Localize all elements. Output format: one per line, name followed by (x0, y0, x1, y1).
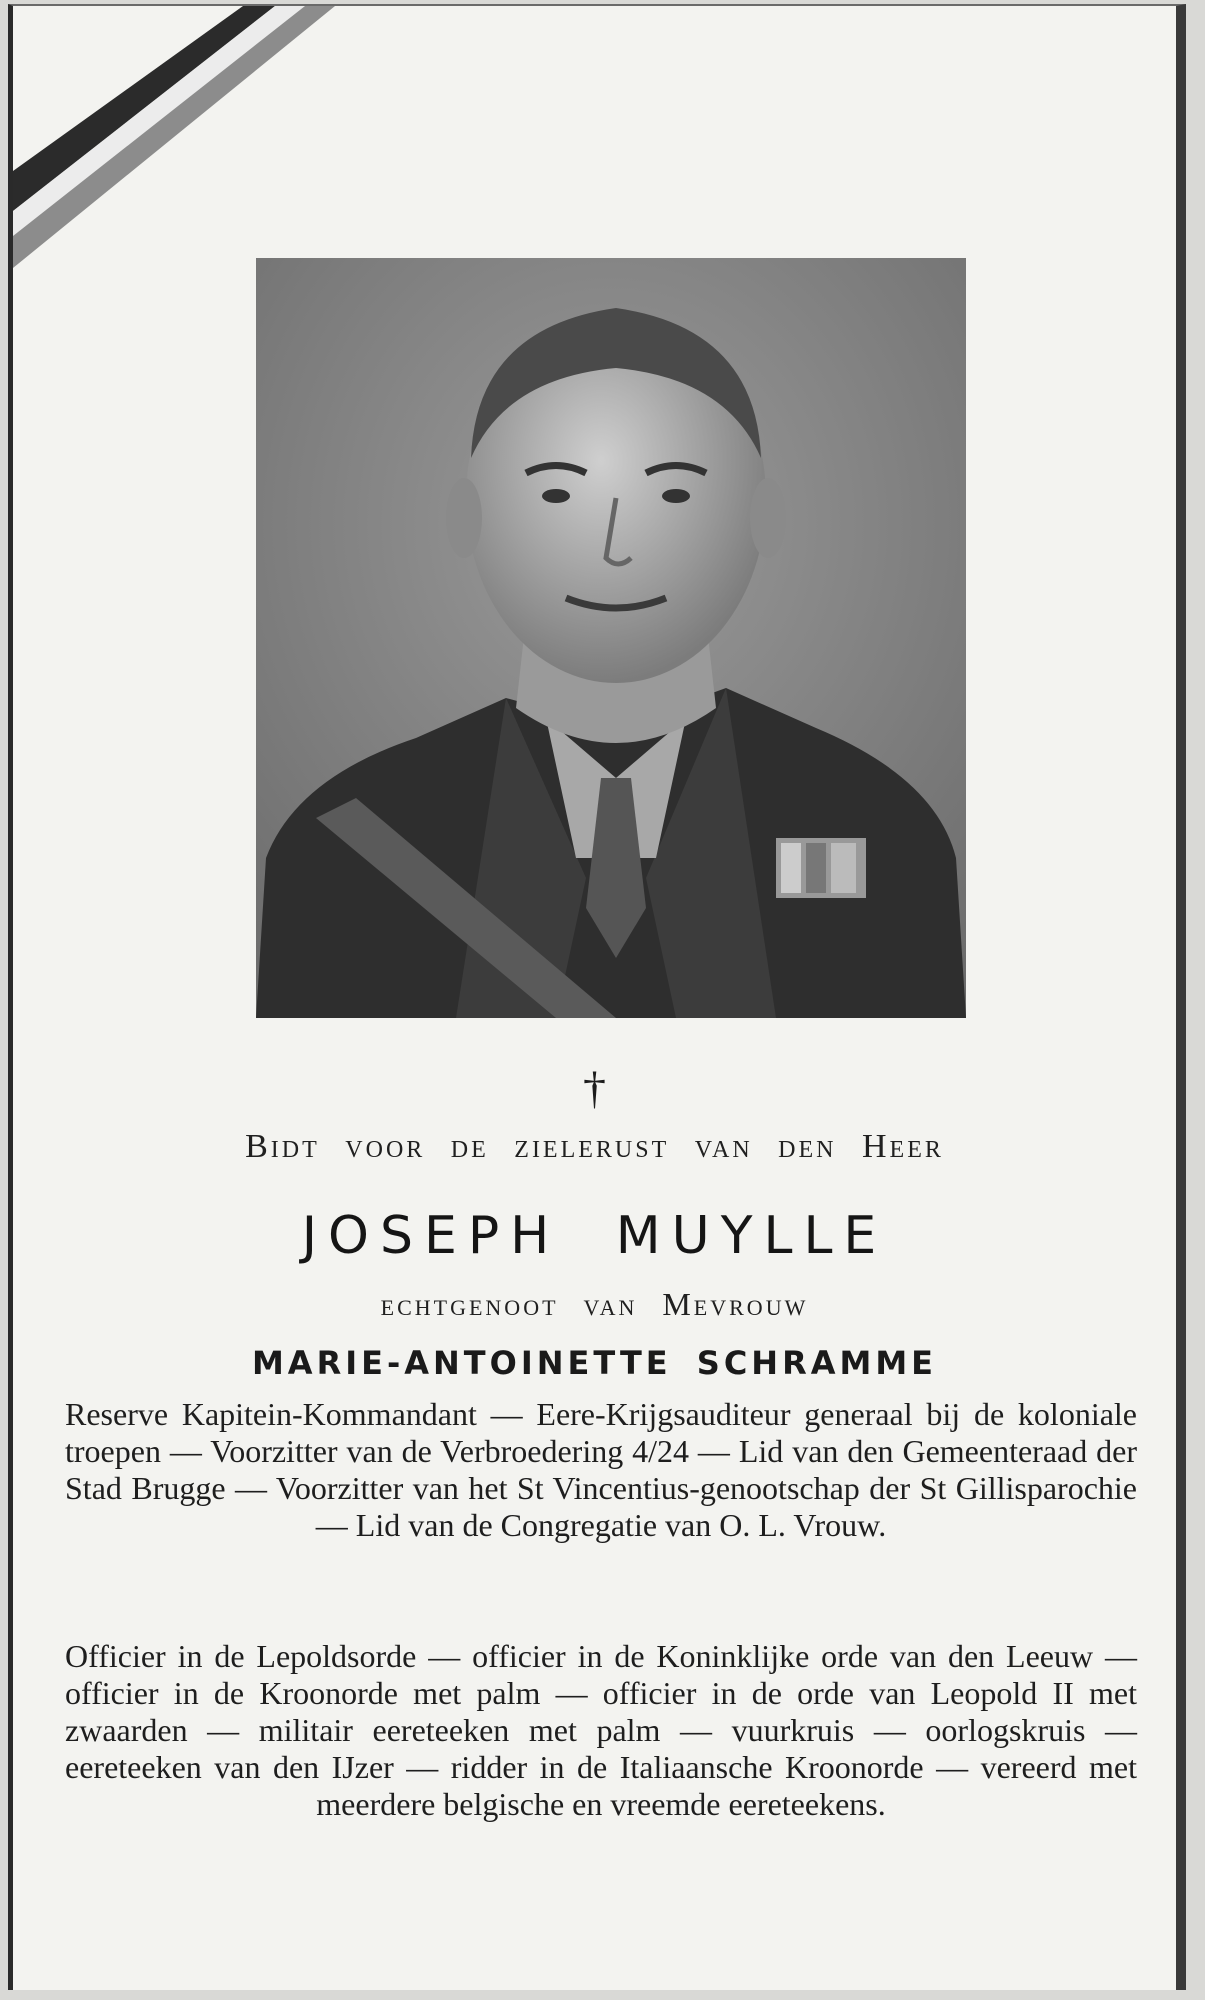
prayer-line: Bidt voor de zielerust van den Heer (245, 1128, 944, 1165)
honours-paragraph: Officier in de Lepoldsorde — officier in de Koninklijke orde van den Leeuw — officier in de Kroonorde met palm — officier in de orde van Leopold II met zwaarden — militair eereteeken met palm — vuurkruis — oorlogskruis — eereteeken van den IJzer — ridder in de Italiaansche Kroonorde — vereerd met meerdere belgische en vreemde eereteekens. (65, 1638, 1137, 1822)
memorial-card (8, 4, 1186, 1990)
deceased-name: JOSEPH MUYLLE (301, 1206, 888, 1266)
cross-icon: † (583, 1062, 606, 1113)
functions-paragraph: Reserve Kapitein-Kommandant — Eere-Krijgsauditeur generaal bij de koloniale troepen — Voorzitter van de Verbroedering 4/24 — Lid van den Gemeenteraad der Stad Brugge — Voorzitter van het St Vincentius-genootschap der St Gillisparochie — Lid van de Congregatie van O. L. Vrouw. (65, 1396, 1137, 1543)
spouse-name: MARIE-ANTOINETTE SCHRAMME (251, 1344, 938, 1382)
spouse-intro: echtgenoot van Mevrouw (380, 1286, 809, 1322)
mourning-ribbon-icon (13, 6, 353, 276)
portrait-photo (256, 258, 966, 1018)
